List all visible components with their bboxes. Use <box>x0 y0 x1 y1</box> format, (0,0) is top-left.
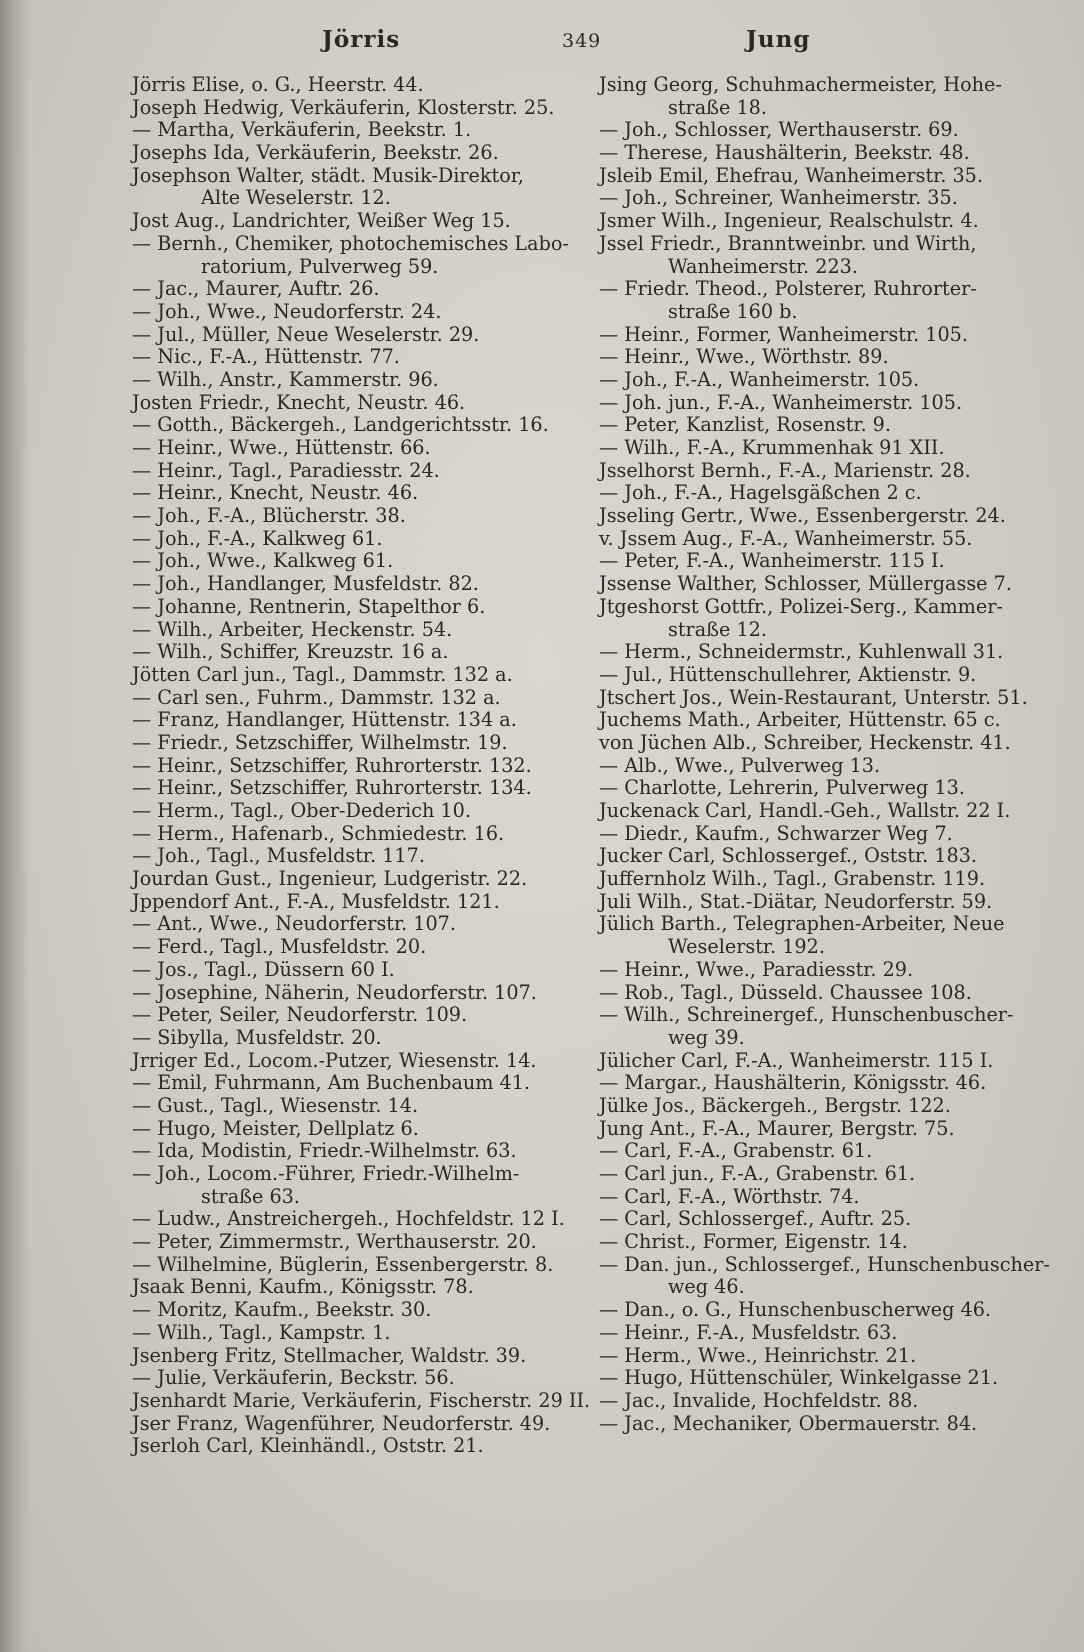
directory-entry: Jsaak Benni, Kaufm., Königsstr. 78. <box>132 1275 474 1299</box>
left-column <box>132 74 602 1458</box>
directory-entry: — Heinr., Wwe., Paradiesstr. 29. <box>599 957 914 981</box>
directory-entry: — Bernh., Chemiker, photochemisches Labo- <box>132 231 569 255</box>
directory-entry-continuation: weg 39. <box>668 1025 745 1049</box>
directory-entry: — Joh., Schreiner, Wanheimerstr. 35. <box>599 186 958 210</box>
directory-entry: — Dan., o. G., Hunschenbuscherweg 46. <box>599 1298 992 1322</box>
directory-entry: Juffernholz Wilh., Tagl., Grabenstr. 119. <box>599 867 986 891</box>
directory-entry: — Heinr., Former, Wanheimerstr. 105. <box>599 322 968 346</box>
directory-entry: Jötten Carl jun., Tagl., Dammstr. 132 a. <box>132 662 513 686</box>
directory-entry: — Peter, F.-A., Wanheimerstr. 115 I. <box>599 549 945 573</box>
directory-entry: — Heinr., Setzschiffer, Ruhrorterstr. 132. <box>132 753 532 777</box>
directory-entry: Josten Friedr., Knecht, Neustr. 46. <box>132 390 466 414</box>
directory-entry: — Martha, Verkäuferin, Beekstr. 1. <box>132 118 472 142</box>
directory-entry: — Gust., Tagl., Wiesenstr. 14. <box>132 1093 419 1117</box>
directory-entry: — Hugo, Hüttenschüler, Winkelgasse 21. <box>599 1366 999 1390</box>
directory-entry: — Peter, Seiler, Neudorferstr. 109. <box>132 1003 468 1027</box>
directory-entry: — Joh., F.-A., Wanheimerstr. 105. <box>599 367 920 391</box>
directory-entry: — Carl, F.-A., Wörthstr. 74. <box>599 1184 860 1208</box>
directory-entry: Jülke Jos., Bäckergeh., Bergstr. 122. <box>599 1093 951 1117</box>
directory-entry: — Emil, Fuhrmann, Am Buchenbaum 41. <box>132 1071 531 1095</box>
directory-entry: — Joh., F.-A., Blücherstr. 38. <box>132 504 406 528</box>
directory-entry: — Heinr., Wwe., Hüttenstr. 66. <box>132 436 431 459</box>
directory-entry: — Rob., Tagl., Düsseld. Chaussee 108. <box>599 980 972 1004</box>
directory-entry: — Peter, Zimmermstr., Werthauserstr. 20. <box>132 1230 537 1254</box>
directory-entry-continuation: Alte Weselerstr. 12. <box>201 186 391 210</box>
directory-entry: — Diedr., Kaufm., Schwarzer Weg 7. <box>599 821 953 845</box>
directory-entry: — Joh., Schlosser, Werthauserstr. 69. <box>599 118 959 142</box>
directory-entry: Jtgeshorst Gottfr., Polizei-Serg., Kammer- <box>599 594 1003 618</box>
directory-entry: v. Jssem Aug., F.-A., Wanheimerstr. 55. <box>599 526 973 550</box>
directory-entry: — Jul., Hüttenschullehrer, Aktienstr. 9. <box>599 662 977 686</box>
directory-entry: — Therese, Haushälterin, Beekstr. 48. <box>599 141 970 165</box>
directory-entry: Jsleib Emil, Ehefrau, Wanheimerstr. 35. <box>599 163 983 187</box>
directory-entry: — Sibylla, Musfeldstr. 20. <box>132 1025 382 1049</box>
directory-entry: — Joh., F.-A., Kalkweg 61. <box>132 526 383 550</box>
directory-entry: — Franz, Handlanger, Hüttenstr. 134 a. <box>132 708 517 732</box>
directory-entry: — Wilh., Schreinergef., Hunschenbuscher- <box>599 1003 1014 1027</box>
running-header <box>118 26 1038 62</box>
directory-entry-continuation: straße 63. <box>201 1184 300 1208</box>
directory-entry-continuation: Wanheimerstr. 223. <box>668 254 858 278</box>
directory-entry: — Jul., Müller, Neue Weselerstr. 29. <box>132 322 480 346</box>
directory-entry: Jser Franz, Wagenführer, Neudorferstr. 49. <box>132 1411 551 1435</box>
directory-entry: — Jac., Maurer, Auftr. 26. <box>132 277 380 301</box>
directory-entry: — Johanne, Rentnerin, Stapelthor 6. <box>132 594 486 618</box>
directory-entry-continuation: Weselerstr. 192. <box>668 935 825 959</box>
book-binding-shadow <box>0 0 30 1652</box>
directory-entry: — Wilh., Anstr., Kammerstr. 96. <box>132 367 439 391</box>
directory-entry: — Joh. jun., F.-A., Wanheimerstr. 105. <box>599 390 963 414</box>
directory-entry: — Nic., F.-A., Hüttenstr. 77. <box>132 345 400 369</box>
directory-entry-continuation: ratorium, Pulverweg 59. <box>201 254 439 278</box>
directory-entry: Joseph Hedwig, Verkäuferin, Klosterstr. 25. <box>132 95 555 119</box>
directory-entry: — Joh., Locom.-Führer, Friedr.-Wilhelm- <box>132 1162 520 1185</box>
directory-entry: Jung Ant., F.-A., Maurer, Bergstr. 75. <box>599 1116 955 1140</box>
directory-entry: — Ludw., Anstreichergeh., Hochfeldstr. 12 I. <box>132 1207 565 1231</box>
directory-entry: — Heinr., Knecht, Neustr. 46. <box>132 481 419 505</box>
directory-entry: Jourdan Gust., Ingenieur, Ludgeristr. 22. <box>132 867 528 891</box>
directory-entry: Jtschert Jos., Wein-Restaurant, Unterstr. 51. <box>599 685 1028 709</box>
directory-entry: — Ferd., Tagl., Musfeldstr. 20. <box>132 935 427 959</box>
page-number: 349 <box>562 30 602 52</box>
directory-entry: Jrriger Ed., Locom.-Putzer, Wiesenstr. 14. <box>132 1048 537 1072</box>
directory-entry: — Heinr., Setzschiffer, Ruhrorterstr. 134. <box>132 776 532 800</box>
directory-entry: — Moritz, Kaufm., Beekstr. 30. <box>132 1298 432 1322</box>
directory-entry: — Wilh., Tagl., Kampstr. 1. <box>132 1320 391 1344</box>
directory-entry: Jülicher Carl, F.-A., Wanheimerstr. 115 I. <box>599 1048 994 1072</box>
directory-entry: von Jüchen Alb., Schreiber, Heckenstr. 41. <box>599 730 1011 754</box>
directory-entry: — Joh., Wwe., Neudorferstr. 24. <box>132 299 442 323</box>
directory-entry: Jsmer Wilh., Ingenieur, Realschulstr. 4. <box>599 209 979 233</box>
directory-entry: Juckenack Carl, Handl.-Geh., Wallstr. 22 I. <box>599 799 1011 822</box>
right-column <box>599 73 1050 1435</box>
directory-entry: — Joh., Handlanger, Musfeldstr. 82. <box>132 572 479 596</box>
directory-entry: — Wilh., Arbeiter, Heckenstr. 54. <box>132 617 453 641</box>
directory-entry: — Heinr., Wwe., Wörthstr. 89. <box>599 345 889 369</box>
directory-entry: — Jac., Invalide, Hochfeldstr. 88. <box>599 1388 919 1412</box>
directory-entry: — Carl, F.-A., Grabenstr. 61. <box>599 1139 873 1163</box>
directory-entry: Jost Aug., Landrichter, Weißer Weg 15. <box>132 209 511 233</box>
directory-entry: — Alb., Wwe., Pulverweg 13. <box>599 753 881 777</box>
directory-entry: Josephs Ida, Verkäuferin, Beekstr. 26. <box>132 141 499 165</box>
directory-entry: — Herm., Tagl., Ober-Dederich 10. <box>132 799 471 822</box>
directory-entry: Jssel Friedr., Branntweinbr. und Wirth, <box>599 231 977 255</box>
directory-entry: Jsselhorst Bernh., F.-A., Marienstr. 28. <box>599 458 971 482</box>
directory-entry: — Gotth., Bäckergeh., Landgerichtsstr. 16. <box>132 413 549 437</box>
header-left-catchword: Jörris <box>322 26 401 53</box>
directory-entry: — Carl sen., Fuhrm., Dammstr. 132 a. <box>132 685 501 709</box>
directory-entry: — Herm., Schneidermstr., Kuhlenwall 31. <box>599 640 1004 664</box>
directory-entry: — Heinr., F.-A., Musfeldstr. 63. <box>599 1320 898 1344</box>
directory-entry: — Peter, Kanzlist, Rosenstr. 9. <box>599 413 891 437</box>
directory-entry: — Joh., F.-A., Hagelsgäßchen 2 c. <box>599 481 922 505</box>
directory-entry-continuation: weg 46. <box>668 1275 745 1299</box>
directory-entry: — Herm., Wwe., Heinrichstr. 21. <box>599 1343 917 1367</box>
directory-entry: Jsenhardt Marie, Verkäuferin, Fischerstr. 29 II. <box>132 1388 591 1412</box>
directory-entry-continuation: straße 12. <box>668 617 767 641</box>
directory-entry: — Josephine, Näherin, Neudorferstr. 107. <box>132 980 537 1004</box>
directory-entry: — Charlotte, Lehrerin, Pulverweg 13. <box>599 776 965 800</box>
directory-entry: — Ida, Modistin, Friedr.-Wilhelmstr. 63. <box>132 1139 517 1163</box>
directory-entry: — Friedr., Setzschiffer, Wilhelmstr. 19. <box>132 730 508 754</box>
directory-entry: — Julie, Verkäuferin, Beckstr. 56. <box>132 1366 455 1390</box>
directory-entry: — Wilhelmine, Büglerin, Essenbergerstr. 8. <box>132 1252 554 1276</box>
directory-entry: Jsing Georg, Schuhmachermeister, Hohe- <box>599 73 1002 96</box>
directory-entry: Jucker Carl, Schlossergef., Oststr. 183. <box>599 844 978 868</box>
directory-entry: — Herm., Hafenarb., Schmiedestr. 16. <box>132 821 505 845</box>
directory-entry: Jssense Walther, Schlosser, Müllergasse 7. <box>599 572 1012 596</box>
directory-entry: — Christ., Former, Eigenstr. 14. <box>599 1230 908 1254</box>
directory-entry: — Joh., Wwe., Kalkweg 61. <box>132 549 394 573</box>
directory-entry: — Wilh., F.-A., Krummenhak 91 XII. <box>599 436 945 459</box>
directory-entry: — Friedr. Theod., Polsterer, Ruhrorter- <box>599 277 977 301</box>
directory-entry: — Carl jun., F.-A., Grabenstr. 61. <box>599 1162 916 1185</box>
directory-entry: Jsseling Gertr., Wwe., Essenbergerstr. 24. <box>599 504 1006 528</box>
directory-entry: — Carl, Schlossergef., Auftr. 25. <box>599 1207 912 1231</box>
directory-entry: — Ant., Wwe., Neudorferstr. 107. <box>132 912 456 936</box>
directory-entry: — Heinr., Tagl., Paradiesstr. 24. <box>132 458 440 482</box>
directory-entry: Juchems Math., Arbeiter, Hüttenstr. 65 c. <box>599 708 1001 732</box>
directory-entry-continuation: straße 18. <box>668 95 767 119</box>
directory-entry: Jörris Elise, o. G., Heerstr. 44. <box>132 73 424 96</box>
directory-entry: — Joh., Tagl., Musfeldstr. 117. <box>132 844 425 868</box>
directory-entry: — Dan. jun., Schlossergef., Hunschenbuscher- <box>599 1252 1050 1276</box>
directory-entry: — Margar., Haushälterin, Königsstr. 46. <box>599 1071 987 1095</box>
directory-entry: — Jos., Tagl., Düssern 60 I. <box>132 957 395 981</box>
directory-entry: — Hugo, Meister, Dellplatz 6. <box>132 1116 419 1140</box>
header-right-catchword: Jung <box>746 26 811 53</box>
directory-entry: Jülich Barth., Telegraphen-Arbeiter, Neue <box>599 912 1005 936</box>
directory-entry: — Wilh., Schiffer, Kreuzstr. 16 a. <box>132 640 449 664</box>
directory-entry: Jserloh Carl, Kleinhändl., Oststr. 21. <box>132 1434 484 1458</box>
directory-entry: Juli Wilh., Stat.-Diätar, Neudorferstr. 59. <box>599 889 993 913</box>
directory-entry: — Jac., Mechaniker, Obermauerstr. 84. <box>599 1411 978 1435</box>
directory-entry: Jsenberg Fritz, Stellmacher, Waldstr. 39. <box>132 1343 527 1367</box>
directory-entry: Jppendorf Ant., F.-A., Musfeldstr. 121. <box>132 889 500 913</box>
directory-entry-continuation: straße 160 b. <box>668 299 798 323</box>
directory-entry: Josephson Walter, städt. Musik-Direktor, <box>132 163 524 187</box>
